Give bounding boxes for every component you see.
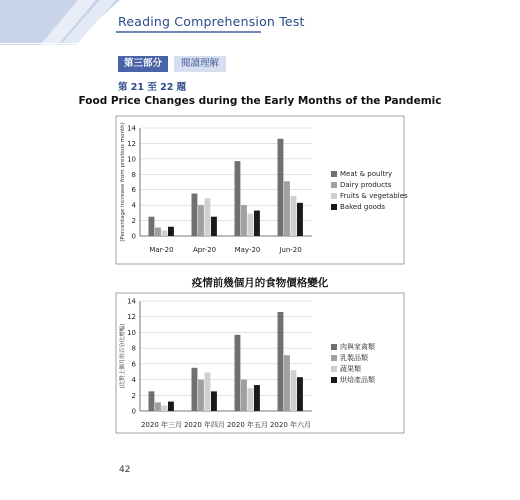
- bar: [168, 227, 174, 236]
- bar: [291, 196, 297, 236]
- question-range: 第 21 至 22 題: [118, 82, 187, 93]
- legend-label: 蔬果類: [340, 365, 361, 373]
- x-tick-label: 2020 年三月: [140, 421, 183, 429]
- legend-label: Baked goods: [340, 203, 385, 211]
- y-axis-label: (比對上個月的百分比增幅): [120, 323, 126, 389]
- y-tick-label: 2: [131, 391, 136, 400]
- bar: [205, 373, 211, 412]
- legend-label: 乳製品類: [340, 354, 368, 362]
- y-tick-label: 8: [131, 170, 136, 179]
- header-title: Reading Comprehension Test: [118, 14, 305, 29]
- bar: [162, 406, 168, 412]
- x-tick-label: Mar-20: [149, 246, 174, 254]
- y-tick-label: 4: [131, 376, 136, 385]
- bar: [278, 139, 284, 236]
- bar: [248, 388, 254, 411]
- x-tick-label: Apr-20: [192, 246, 217, 254]
- bar: [241, 205, 247, 236]
- bar: [211, 217, 217, 236]
- bar: [297, 203, 303, 236]
- legend-label: Dairy products: [340, 181, 392, 189]
- bar: [235, 161, 241, 236]
- legend-label: 烘焙產品類: [340, 376, 375, 384]
- legend-swatch: [331, 366, 337, 372]
- bar: [291, 370, 297, 411]
- x-tick-label: 2020 年五月: [226, 421, 269, 429]
- legend-swatch: [331, 204, 337, 210]
- x-tick-label: 2020 年六月: [269, 421, 312, 429]
- bar: [284, 355, 290, 411]
- y-tick-label: 10: [127, 328, 136, 337]
- y-tick-label: 14: [127, 297, 136, 306]
- bar: [162, 231, 168, 236]
- bar: [211, 391, 217, 411]
- bar: [149, 217, 155, 236]
- legend-label: Fruits & vegetables: [340, 192, 408, 200]
- header-rule: [116, 31, 261, 33]
- bar: [254, 211, 260, 236]
- legend-swatch: [331, 355, 337, 361]
- bar: [198, 380, 204, 411]
- y-tick-label: 0: [131, 232, 136, 241]
- bar: [248, 214, 254, 236]
- page-number: 42: [119, 465, 131, 475]
- y-tick-label: 6: [131, 360, 136, 369]
- section-label: 閱讀理解: [174, 56, 226, 72]
- bar: [198, 205, 204, 236]
- bar: [241, 380, 247, 411]
- legend-label: 肉與家禽類: [340, 343, 375, 351]
- bar: [192, 368, 198, 411]
- x-tick-label: May-20: [234, 246, 261, 254]
- y-tick-label: 8: [131, 344, 136, 353]
- chart-title-english: Food Price Changes during the Early Months of the Pandemic: [78, 95, 442, 107]
- bar: [155, 228, 161, 236]
- bar: [192, 194, 198, 236]
- chart-frame: [116, 293, 404, 433]
- y-tick-label: 12: [127, 313, 136, 322]
- section-badge: 第三部分: [118, 56, 168, 72]
- bar: [284, 181, 290, 236]
- bar: [254, 385, 260, 411]
- y-tick-label: 14: [127, 124, 136, 133]
- x-tick-label: 2020 年四月: [183, 421, 226, 429]
- x-tick-label: Jun-20: [279, 246, 302, 254]
- legend-swatch: [331, 171, 337, 177]
- bar: [155, 402, 161, 411]
- legend-swatch: [331, 193, 337, 199]
- bar: [235, 335, 241, 411]
- bar: [297, 377, 303, 411]
- y-tick-label: 10: [127, 155, 136, 164]
- legend-swatch: [331, 182, 337, 188]
- bar-chart-english: [0, 108, 520, 268]
- y-tick-label: 6: [131, 186, 136, 195]
- y-axis-label: (Percentage increase from previous month): [120, 122, 126, 242]
- bar-chart-chinese: [0, 285, 520, 435]
- y-tick-label: 2: [131, 217, 136, 226]
- legend-swatch: [331, 377, 337, 383]
- chart-title-chinese: 疫情前幾個月的食物價格變化: [191, 277, 329, 289]
- y-tick-label: 4: [131, 201, 136, 210]
- y-tick-label: 0: [131, 407, 136, 416]
- bar: [168, 402, 174, 411]
- y-tick-label: 12: [127, 139, 136, 148]
- legend-label: Meat & poultry: [340, 170, 393, 178]
- bar: [149, 391, 155, 411]
- bar: [205, 198, 211, 236]
- bar: [278, 312, 284, 411]
- legend-swatch: [331, 344, 337, 350]
